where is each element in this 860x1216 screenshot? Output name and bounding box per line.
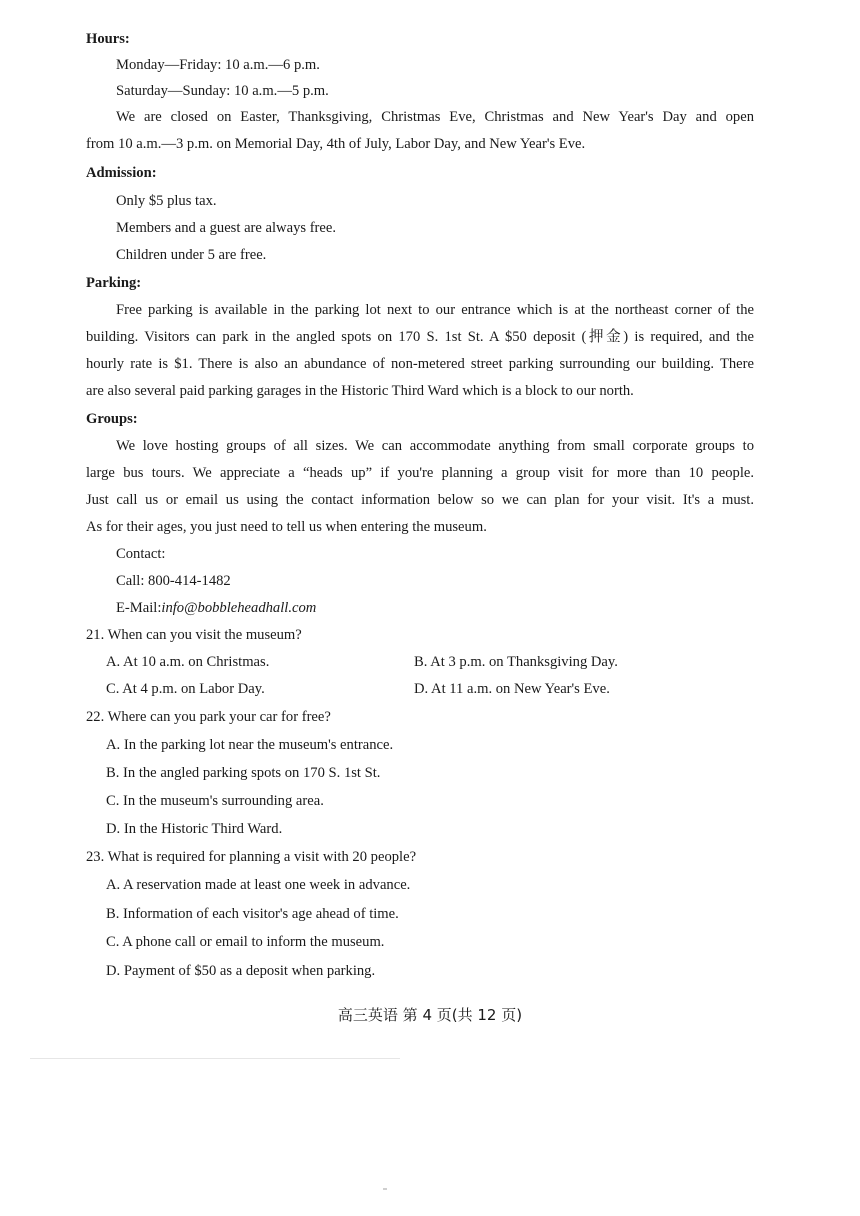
admission-price: Only $5 plus tax.: [116, 193, 217, 209]
question-23-option-c: C. A phone call or email to inform the museum.: [106, 934, 385, 950]
contact-phone: Call: 800-414-1482: [116, 573, 231, 589]
parking-line3: hourly rate is $1. There is also an abundance of non-metered street parking surrounding our building. There: [86, 356, 754, 372]
groups-line3: Just call us or email us using the contact information below so we can plan for your visit. It's a must.: [86, 492, 754, 508]
question-23-stem: 23. What is required for planning a visit with 20 people?: [86, 849, 417, 865]
question-23-option-a: A. A reservation made at least one week in advance.: [106, 877, 411, 893]
admission-heading: Admission:: [86, 165, 157, 181]
question-21-option-d: D. At 11 a.m. on New Year's Eve.: [414, 681, 610, 697]
parking-heading: Parking:: [86, 275, 142, 291]
scan-mark: [383, 1188, 387, 1190]
question-23-option-d: D. Payment of $50 as a deposit when parking.: [106, 963, 376, 979]
question-21-stem: 21. When can you visit the museum?: [86, 627, 302, 643]
groups-line2: large bus tours. We appreciate a “heads up” if you're planning a group visit for more than 10 people.: [86, 465, 754, 481]
divider: [30, 1058, 400, 1059]
parking-line2: building. Visitors can park in the angled spots on 170 S. 1st St. A $50 deposit (押金) is required, and the: [86, 329, 754, 345]
admission-children: Children under 5 are free.: [116, 247, 267, 263]
question-22-option-d: D. In the Historic Third Ward.: [106, 821, 283, 837]
question-22-stem: 22. Where can you park your car for free?: [86, 709, 331, 725]
contact-label: Contact:: [116, 546, 166, 562]
hours-weekdays: Monday—Friday: 10 a.m.—6 p.m.: [116, 57, 320, 73]
email-label: E-Mail:: [116, 600, 162, 616]
hours-heading: Hours:: [86, 31, 130, 47]
hours-weekend: Saturday—Sunday: 10 a.m.—5 p.m.: [116, 83, 329, 99]
hours-closed-line1: We are closed on Easter, Thanksgiving, Christmas Eve, Christmas and New Year's Day and open: [116, 109, 754, 125]
question-21-option-a: A. At 10 a.m. on Christmas.: [106, 654, 270, 670]
question-22-option-a: A. In the parking lot near the museum's entrance.: [106, 737, 394, 753]
question-22-option-b: B. In the angled parking spots on 170 S. 1st St.: [106, 765, 381, 781]
groups-line1: We love hosting groups of all sizes. We can accommodate anything from small corporate groups to: [116, 438, 754, 454]
admission-members: Members and a guest are always free.: [116, 220, 337, 236]
question-23-option-b: B. Information of each visitor's age ahead of time.: [106, 906, 399, 922]
contact-email-line: [116, 599, 316, 617]
email-address: info@bobbleheadhall.com: [161, 600, 317, 616]
parking-line4: are also several paid parking garages in the Historic Third Ward which is a block to our north.: [86, 383, 634, 399]
hours-closed-line2: from 10 a.m.—3 p.m. on Memorial Day, 4th of July, Labor Day, and New Year's Eve.: [86, 136, 586, 152]
question-21-option-c: C. At 4 p.m. on Labor Day.: [106, 681, 265, 697]
parking-line1: Free parking is available in the parking lot next to our entrance which is at the northeast corner of the: [116, 302, 754, 318]
groups-line4: As for their ages, you just need to tell us when entering the museum.: [86, 519, 487, 535]
question-22-option-c: C. In the museum's surrounding area.: [106, 793, 324, 809]
question-21-option-b: B. At 3 p.m. on Thanksgiving Day.: [414, 654, 618, 670]
page-footer: 高三英语 第 4 页(共 12 页): [337, 1006, 523, 1024]
groups-heading: Groups:: [86, 411, 138, 427]
